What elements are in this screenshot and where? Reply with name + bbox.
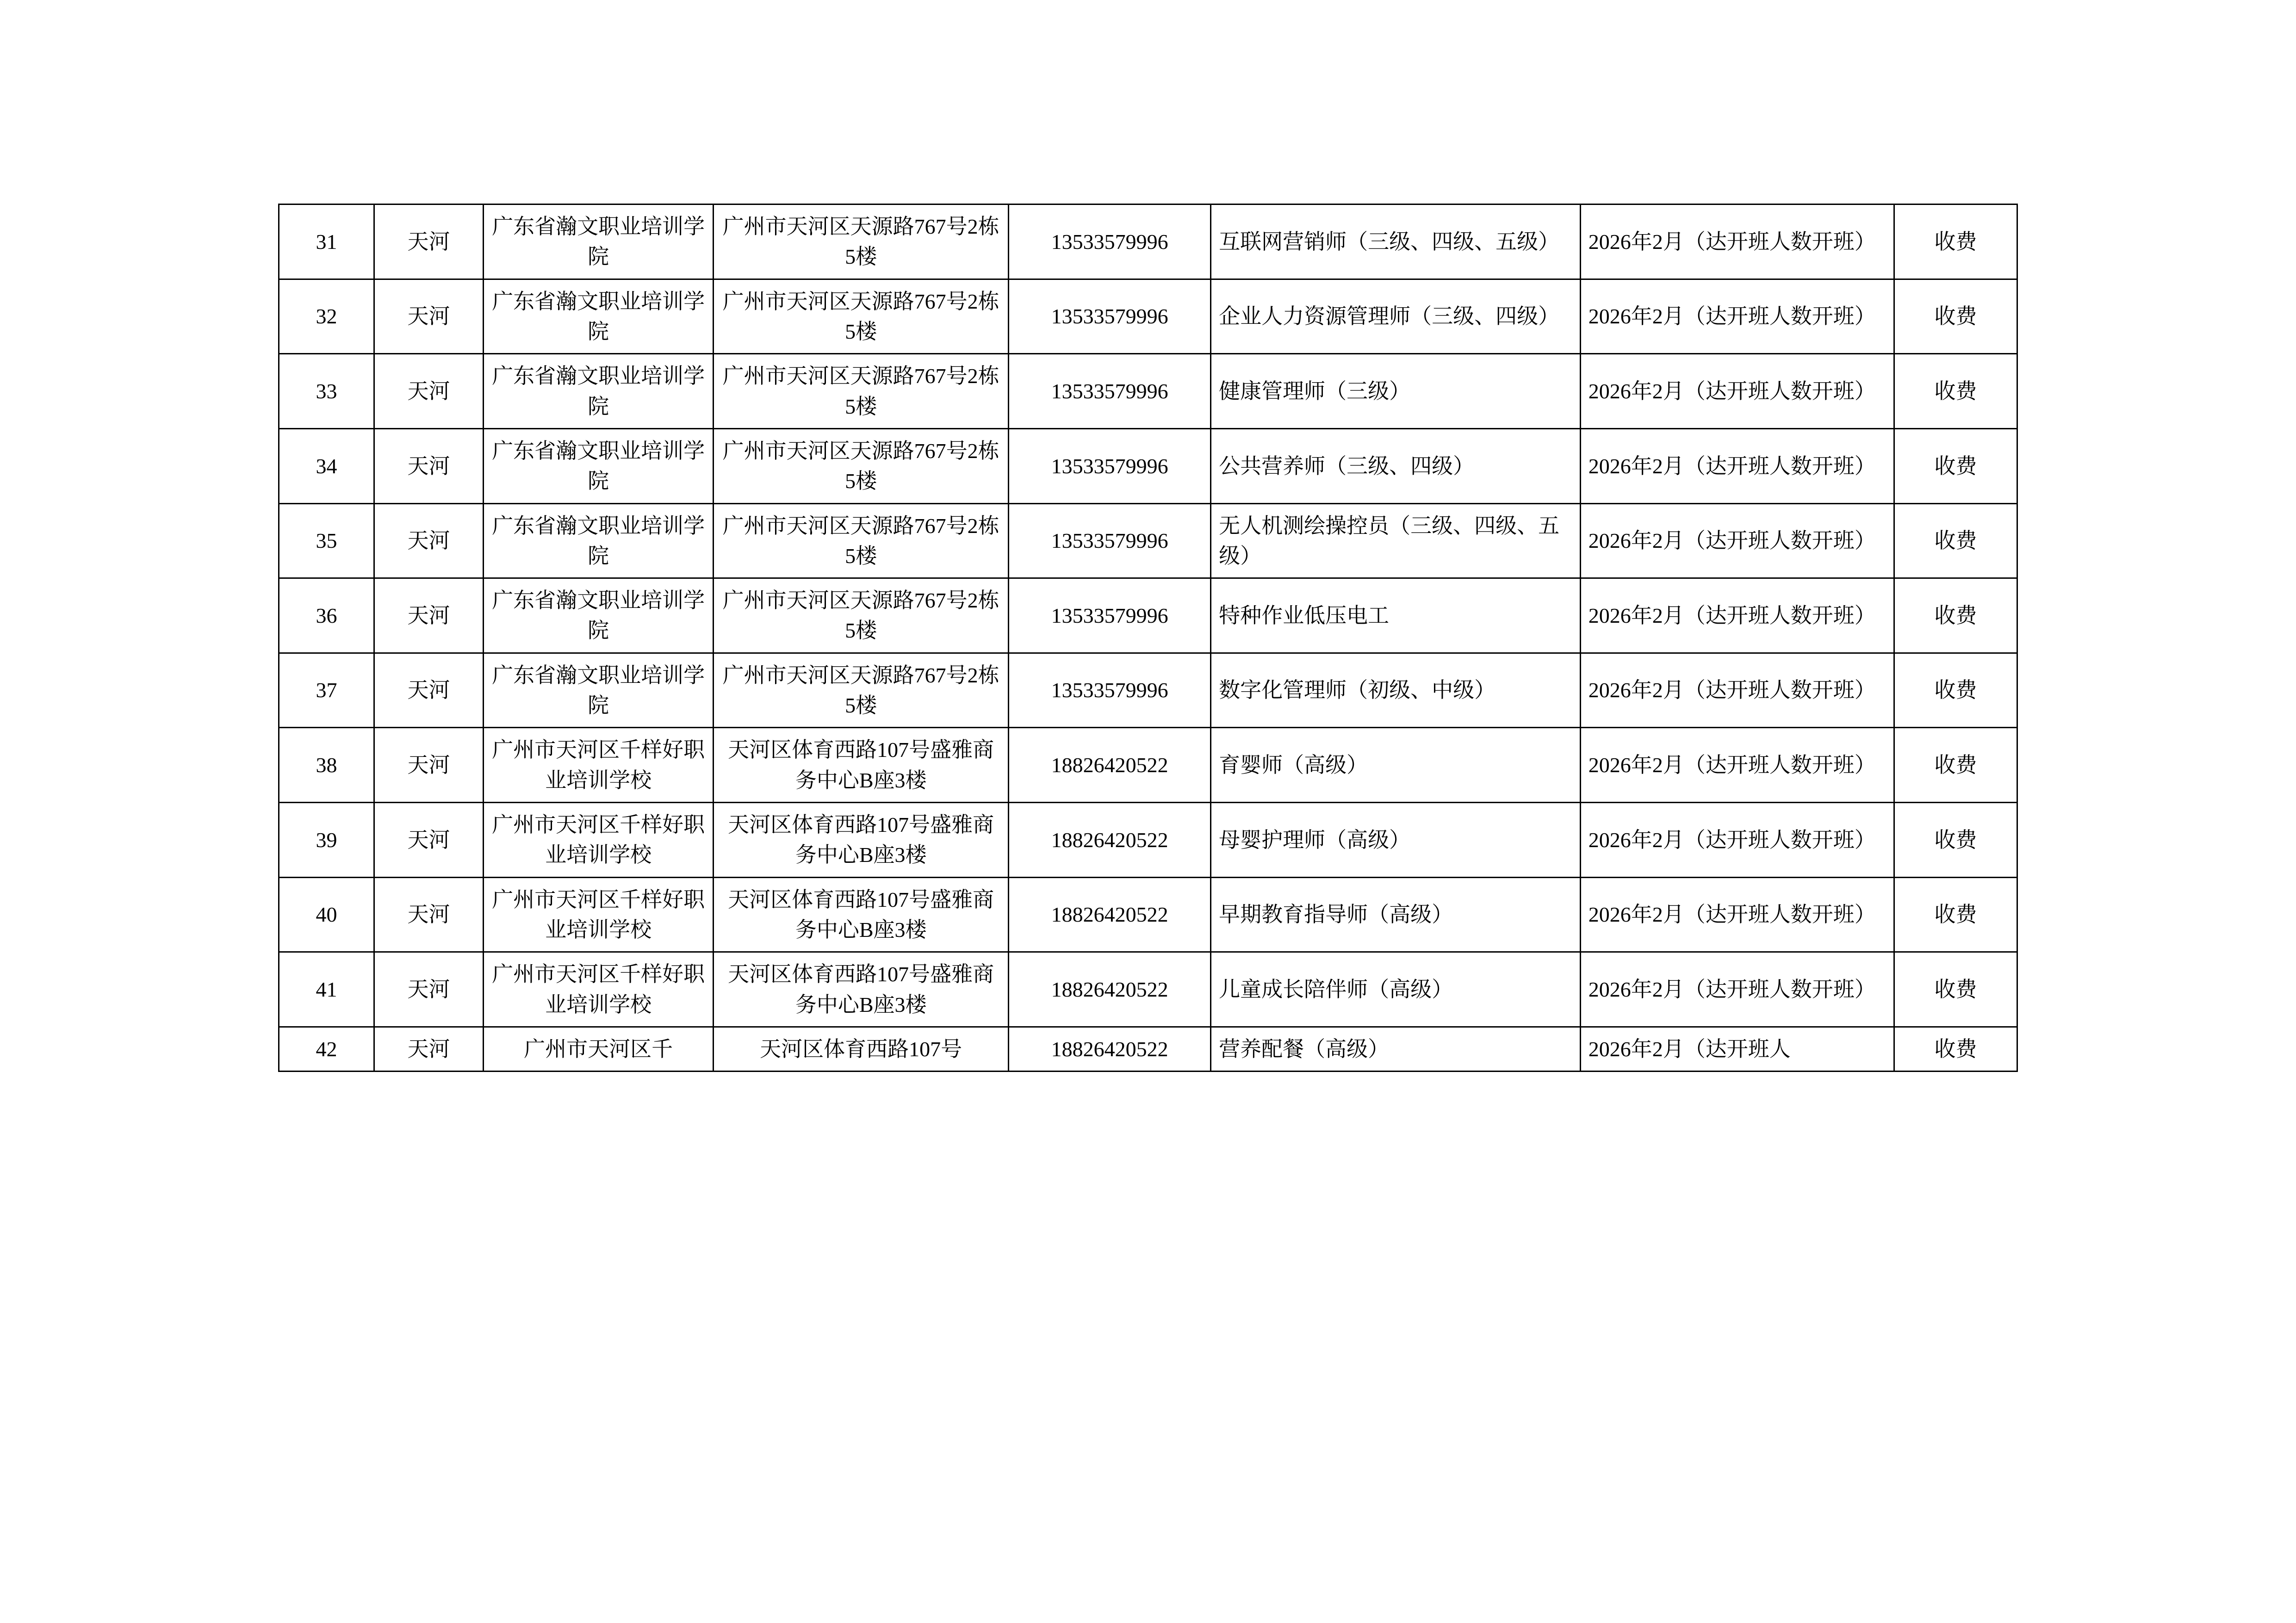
organization-cell: 广州市天河区千样好职业培训学校	[483, 952, 713, 1027]
organization-cell: 广州市天河区千	[483, 1027, 713, 1071]
organization-cell: 广州市天河区千样好职业培训学校	[483, 877, 713, 952]
row-number-cell: 40	[279, 877, 374, 952]
table-row	[279, 952, 2017, 1027]
start-time-cell: 2026年2月（达开班人数开班）	[1580, 803, 1894, 878]
organization-cell: 广州市天河区千样好职业培训学校	[483, 728, 713, 803]
table-row	[279, 728, 2017, 803]
start-time-cell: 2026年2月（达开班人数开班）	[1580, 428, 1894, 503]
course-cell: 育婴师（高级）	[1211, 728, 1581, 803]
start-time-cell: 2026年2月（达开班人数开班）	[1580, 728, 1894, 803]
district-cell: 天河	[374, 428, 483, 503]
table-row	[279, 428, 2017, 503]
address-cell: 广州市天河区天源路767号2栋5楼	[714, 204, 1009, 279]
start-time-cell: 2026年2月（达开班人数开班）	[1580, 653, 1894, 728]
row-number-cell: 41	[279, 952, 374, 1027]
start-time-cell: 2026年2月（达开班人数开班）	[1580, 503, 1894, 578]
organization-cell: 广东省瀚文职业培训学院	[483, 653, 713, 728]
address-cell: 广州市天河区天源路767号2栋5楼	[714, 428, 1009, 503]
fee-cell: 收费	[1894, 578, 2017, 653]
phone-cell: 18826420522	[1009, 728, 1211, 803]
address-cell: 天河区体育西路107号盛雅商务中心B座3楼	[714, 952, 1009, 1027]
phone-cell: 18826420522	[1009, 1027, 1211, 1071]
table-row	[279, 279, 2017, 354]
start-time-cell: 2026年2月（达开班人数开班）	[1580, 578, 1894, 653]
district-cell: 天河	[374, 803, 483, 878]
fee-cell: 收费	[1894, 503, 2017, 578]
phone-cell: 13533579996	[1009, 653, 1211, 728]
table-row	[279, 653, 2017, 728]
table-row	[279, 204, 2017, 279]
table-body	[279, 204, 2017, 1072]
row-number-cell: 37	[279, 653, 374, 728]
phone-cell: 13533579996	[1009, 428, 1211, 503]
organization-cell: 广东省瀚文职业培训学院	[483, 503, 713, 578]
row-number-cell: 34	[279, 428, 374, 503]
address-cell: 广州市天河区天源路767号2栋5楼	[714, 354, 1009, 429]
address-cell: 广州市天河区天源路767号2栋5楼	[714, 578, 1009, 653]
table-row	[279, 803, 2017, 878]
start-time-cell: 2026年2月（达开班人数开班）	[1580, 204, 1894, 279]
fee-cell: 收费	[1894, 204, 2017, 279]
organization-cell: 广东省瀚文职业培训学院	[483, 279, 713, 354]
phone-cell: 18826420522	[1009, 877, 1211, 952]
row-number-cell: 35	[279, 503, 374, 578]
organization-cell: 广东省瀚文职业培训学院	[483, 428, 713, 503]
row-number-cell: 39	[279, 803, 374, 878]
address-cell: 天河区体育西路107号盛雅商务中心B座3楼	[714, 728, 1009, 803]
fee-cell: 收费	[1894, 428, 2017, 503]
start-time-cell: 2026年2月（达开班人数开班）	[1580, 354, 1894, 429]
course-cell: 无人机测绘操控员（三级、四级、五级）	[1211, 503, 1581, 578]
fee-cell: 收费	[1894, 803, 2017, 878]
table-row	[279, 503, 2017, 578]
district-cell: 天河	[374, 728, 483, 803]
row-number-cell: 42	[279, 1027, 374, 1071]
course-cell: 公共营养师（三级、四级）	[1211, 428, 1581, 503]
organization-cell: 广州市天河区千样好职业培训学校	[483, 803, 713, 878]
course-cell: 早期教育指导师（高级）	[1211, 877, 1581, 952]
row-number-cell: 32	[279, 279, 374, 354]
phone-cell: 13533579996	[1009, 354, 1211, 429]
organization-cell: 广东省瀚文职业培训学院	[483, 204, 713, 279]
start-time-cell: 2026年2月（达开班人数开班）	[1580, 279, 1894, 354]
table-row	[279, 877, 2017, 952]
district-cell: 天河	[374, 503, 483, 578]
fee-cell: 收费	[1894, 354, 2017, 429]
course-cell: 健康管理师（三级）	[1211, 354, 1581, 429]
address-cell: 天河区体育西路107号	[714, 1027, 1009, 1071]
fee-cell: 收费	[1894, 728, 2017, 803]
district-cell: 天河	[374, 653, 483, 728]
start-time-cell: 2026年2月（达开班人数开班）	[1580, 877, 1894, 952]
course-cell: 企业人力资源管理师（三级、四级）	[1211, 279, 1581, 354]
start-time-cell: 2026年2月（达开班人数开班）	[1580, 952, 1894, 1027]
phone-cell: 13533579996	[1009, 578, 1211, 653]
address-cell: 广州市天河区天源路767号2栋5楼	[714, 653, 1009, 728]
address-cell: 天河区体育西路107号盛雅商务中心B座3楼	[714, 877, 1009, 952]
start-time-cell: 2026年2月（达开班人	[1580, 1027, 1894, 1071]
district-cell: 天河	[374, 279, 483, 354]
district-cell: 天河	[374, 354, 483, 429]
address-cell: 天河区体育西路107号盛雅商务中心B座3楼	[714, 803, 1009, 878]
organization-cell: 广东省瀚文职业培训学院	[483, 578, 713, 653]
row-number-cell: 36	[279, 578, 374, 653]
fee-cell: 收费	[1894, 877, 2017, 952]
fee-cell: 收费	[1894, 653, 2017, 728]
course-cell: 互联网营销师（三级、四级、五级）	[1211, 204, 1581, 279]
course-cell: 营养配餐（高级）	[1211, 1027, 1581, 1071]
row-number-cell: 33	[279, 354, 374, 429]
fee-cell: 收费	[1894, 1027, 2017, 1071]
course-cell: 儿童成长陪伴师（高级）	[1211, 952, 1581, 1027]
district-cell: 天河	[374, 952, 483, 1027]
fee-cell: 收费	[1894, 279, 2017, 354]
row-number-cell: 38	[279, 728, 374, 803]
phone-cell: 13533579996	[1009, 503, 1211, 578]
table-row	[279, 1027, 2017, 1071]
phone-cell: 18826420522	[1009, 803, 1211, 878]
organization-cell: 广东省瀚文职业培训学院	[483, 354, 713, 429]
phone-cell: 13533579996	[1009, 279, 1211, 354]
phone-cell: 18826420522	[1009, 952, 1211, 1027]
address-cell: 广州市天河区天源路767号2栋5楼	[714, 503, 1009, 578]
district-cell: 天河	[374, 1027, 483, 1071]
training-course-table	[278, 204, 2018, 1072]
course-cell: 母婴护理师（高级）	[1211, 803, 1581, 878]
district-cell: 天河	[374, 877, 483, 952]
row-number-cell: 31	[279, 204, 374, 279]
course-cell: 特种作业低压电工	[1211, 578, 1581, 653]
district-cell: 天河	[374, 204, 483, 279]
table-row	[279, 578, 2017, 653]
phone-cell: 13533579996	[1009, 204, 1211, 279]
district-cell: 天河	[374, 578, 483, 653]
course-cell: 数字化管理师（初级、中级）	[1211, 653, 1581, 728]
table-row	[279, 354, 2017, 429]
fee-cell: 收费	[1894, 952, 2017, 1027]
address-cell: 广州市天河区天源路767号2栋5楼	[714, 279, 1009, 354]
